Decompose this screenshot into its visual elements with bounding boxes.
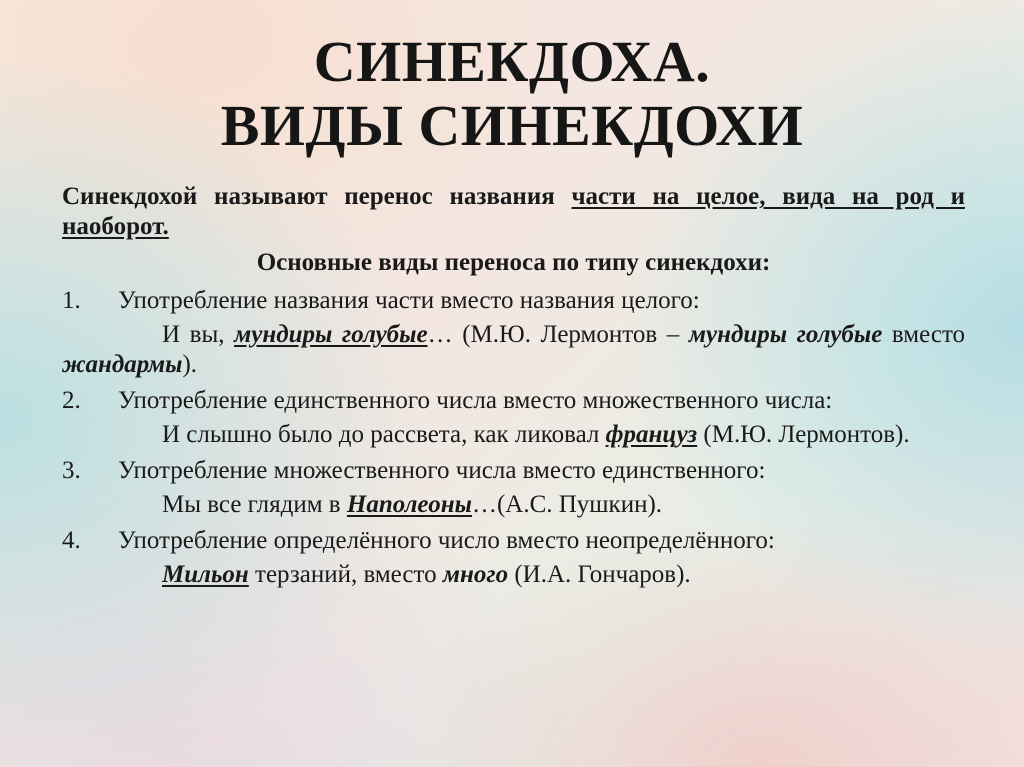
example-text: вместо bbox=[882, 321, 966, 348]
item-number: 1. bbox=[62, 287, 81, 314]
list-item-4 bbox=[62, 526, 965, 556]
definition-text: Синекдохой называют перенос названия bbox=[62, 183, 572, 210]
example-text: ). bbox=[182, 351, 198, 378]
definition bbox=[62, 182, 965, 242]
example-emphasis: мундиры голубые bbox=[234, 321, 428, 348]
example-text: Мы все глядим в bbox=[162, 491, 347, 518]
slide-content bbox=[62, 182, 965, 590]
list-item-1 bbox=[62, 286, 965, 316]
subtitle: Основные виды переноса по типу синекдохи: bbox=[256, 249, 771, 276]
item-text: Употребление единственного числа вместо множественного числа: bbox=[118, 387, 833, 414]
example-emphasis: много bbox=[442, 561, 509, 588]
item-number: 4. bbox=[62, 527, 81, 554]
title-line-1: СИНЕКДОХА. bbox=[313, 29, 711, 94]
example-text: … (М.Ю. Лермонтов – bbox=[427, 321, 689, 348]
example-emphasis: Мильон bbox=[162, 561, 249, 588]
definition-underlined: части на целое, вида на род и наоборот. bbox=[62, 183, 965, 240]
list-item-3 bbox=[62, 456, 965, 486]
item-number: 3. bbox=[62, 457, 81, 484]
item-text: Употребление множественного числа вместо единственного: bbox=[118, 457, 766, 484]
example-text: И слышно было до рассвета, как ликовал bbox=[162, 421, 606, 448]
example-emphasis: жандармы bbox=[62, 351, 183, 378]
example-text: терзаний, вместо bbox=[248, 561, 443, 588]
example-3 bbox=[62, 490, 965, 520]
example-emphasis: француз bbox=[605, 421, 698, 448]
example-emphasis: мундиры голубые bbox=[688, 321, 883, 348]
example-text: …(А.С. Пушкин). bbox=[471, 491, 663, 518]
example-text: И вы, bbox=[162, 321, 235, 348]
example-text: (М.Ю. Лермонтов). bbox=[697, 421, 910, 448]
title-line-2: ВИДЫ СИНЕКДОХИ bbox=[220, 93, 804, 158]
item-number: 2. bbox=[62, 387, 81, 414]
example-4 bbox=[62, 560, 965, 590]
example-1 bbox=[62, 320, 965, 380]
list-item-2 bbox=[62, 386, 965, 416]
slide-title bbox=[0, 30, 1024, 158]
example-text: (И.А. Гончаров). bbox=[508, 561, 691, 588]
item-text: Употребление определённого число вместо неопределённого: bbox=[118, 527, 775, 554]
example-emphasis: Наполеоны bbox=[346, 491, 472, 518]
example-2 bbox=[62, 420, 965, 450]
item-text: Употребление названия части вместо названия целого: bbox=[118, 287, 700, 314]
